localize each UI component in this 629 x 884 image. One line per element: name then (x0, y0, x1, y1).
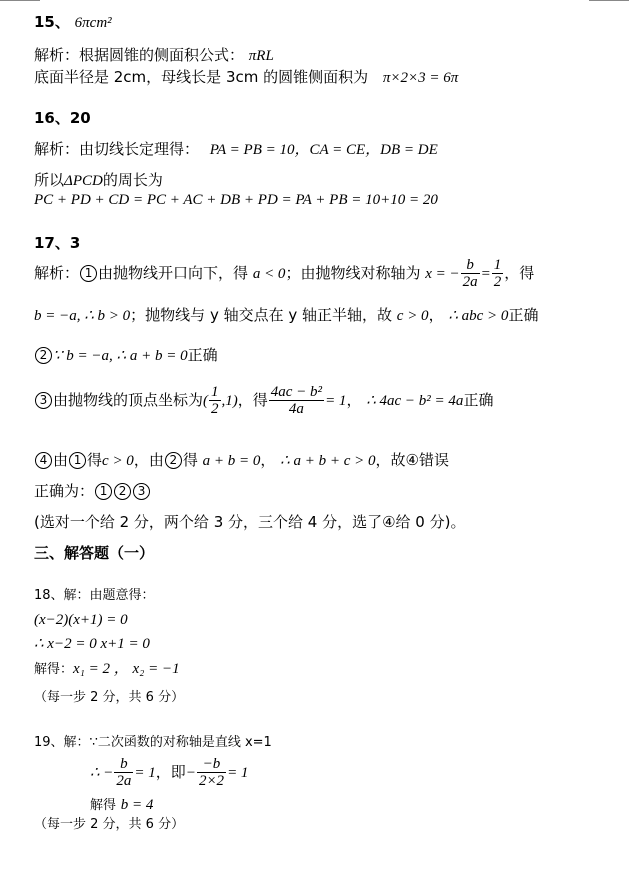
q17-line5 (34, 450, 449, 471)
q17-l4-vden: 2 (211, 401, 219, 417)
q16-eq1: PA = PB = 10，CA = CE，DB = DE (209, 142, 438, 158)
q19-frac-num: b (114, 756, 133, 773)
q17-l1-text2: ；由抛物线对称轴为 (285, 264, 421, 282)
q17-l3-correct: 正确 (187, 346, 218, 364)
q15-line2 (34, 67, 458, 88)
q15-heading (34, 12, 112, 33)
q18-l3-label: 解得： (34, 662, 74, 677)
q18-scoring: （每一步 2 分，共 6 分） (34, 690, 185, 705)
q19-scoring: （每一步 2 分，共 6 分） (34, 817, 185, 832)
q15-line2-formula: π×2×3 = 6π (382, 70, 459, 86)
q17-line3 (34, 345, 218, 366)
q17-half-num: 1 (493, 257, 502, 273)
q16-eq2: PC + PD + CD = PC + AC + DB + PD = PA + PB = 10+10 = 20 (34, 192, 438, 208)
q17-l5-de: 得 (87, 451, 103, 469)
q17-l4-correct: 正确 (463, 391, 494, 409)
q17-l4-close: ,1) (221, 393, 238, 409)
q19-l1-therefore: ∴ − (90, 765, 114, 781)
q17-line4 (34, 380, 493, 421)
q19-frac-den: 2a (116, 773, 132, 789)
q19-l1-minus: − (185, 765, 196, 781)
circled-3-icon: 3 (35, 392, 52, 409)
circled-4-icon: 4 (35, 452, 52, 469)
q17-l5-de2: 得 (182, 451, 198, 469)
q17-frac-half (492, 257, 504, 290)
q16-line2 (34, 170, 163, 191)
q17-l1-label: 解析： (34, 264, 80, 282)
q19-line2 (90, 794, 153, 816)
q18-l3-roots: x₁ = 2 ， x₂ = −1 (73, 661, 180, 677)
q15-analysis (34, 45, 274, 66)
q17-l2-eq: b = −a, ∴ b > 0 (34, 308, 131, 324)
q17-heading: 17、3 (34, 234, 81, 252)
q17-l4-den: 4a (288, 401, 304, 417)
q17-l3-eq: ∵ b = −a, ∴ a + b = 0 (53, 348, 188, 364)
q19-l1-eq: = 1 (134, 765, 156, 781)
q17-l6-text: 正确为： (34, 482, 95, 500)
q17-l4-vnum: 1 (211, 384, 219, 400)
q17-half-den: 2 (493, 274, 502, 290)
q17-l5-you: 由 (53, 451, 69, 469)
q17-eq-sign: = (480, 266, 491, 282)
circled-2-ans-icon: 2 (114, 483, 131, 500)
q17-l2-correct: 正确 (508, 306, 539, 324)
q17-frac-den: 2a (462, 274, 478, 290)
q17-line2 (34, 305, 538, 326)
q17-l4-frac (269, 384, 324, 417)
circled-3-ans-icon: 3 (133, 483, 150, 500)
circled-2-icon: 2 (35, 347, 52, 364)
q17-l4-de: ，得 (237, 391, 268, 409)
q17-l2-abc: ∴ abc > 0 (448, 308, 509, 324)
q19-l1-ji: ，即 (155, 763, 186, 781)
page-corner-mark-right (589, 0, 629, 1)
q16-triangle: ΔPCD (64, 173, 103, 189)
q17-l1-tail: ，得 (504, 264, 535, 282)
q17-l1-axis: x = − (425, 266, 460, 282)
q17-l4-text: 由抛物线的顶点坐标为 (53, 391, 204, 409)
q19-line1 (90, 752, 248, 793)
q17-line1 (34, 253, 534, 294)
q17-l2-c: c > 0 (396, 308, 429, 324)
q16-heading: 16、20 (34, 109, 91, 127)
circled-1-icon: 1 (80, 265, 97, 282)
q18-line3 (34, 658, 180, 680)
q17-l5-ab: a + b = 0 (202, 453, 261, 469)
q17-l4-comma: ， (346, 391, 362, 409)
q17-l2-text: ；抛物线与 y 轴交点在 y 轴正半轴，故 (130, 306, 392, 324)
circled-2-ref-icon: 2 (165, 452, 182, 469)
q19-frac-negb (197, 756, 226, 789)
circled-1-ans-icon: 1 (95, 483, 112, 500)
q19-l2-label: 解得 (90, 798, 117, 813)
q17-l4-result: ∴ 4ac − b² = 4a (366, 393, 464, 409)
q17-l4-eq: = 1 (325, 393, 347, 409)
q17-l5-comma: ， (260, 451, 276, 469)
q16-line2-tail: 的周长为 (102, 171, 163, 189)
q17-frac-b-2a (461, 257, 480, 290)
q18-line1: (x−2)(x+1) = 0 (34, 612, 128, 628)
q15-number: 15、 (34, 13, 70, 31)
q16-line2-text: 所以 (34, 171, 65, 189)
q19-l1-eq2: = 1 (227, 765, 249, 781)
q17-l2-comma: ， (428, 306, 444, 324)
q15-analysis-label: 解析：根据圆锥的侧面积公式： (34, 46, 245, 64)
q18-heading: 18、解：由题意得： (34, 588, 155, 603)
q17-l5-wrong: ，故④错误 (375, 451, 449, 469)
q19-l2-result: b = 4 (120, 797, 154, 813)
section-3-heading: 三、解答题（一） (34, 544, 155, 562)
q17-l1-ineq: a < 0 (252, 266, 286, 282)
q15-formula: πRL (248, 48, 274, 64)
q16-analysis-label: 解析：由切线长定理得： (34, 140, 200, 158)
q17-frac-num: b (461, 257, 480, 274)
page-corner-mark-left (0, 0, 40, 1)
q17-l5-abc: ∴ a + b + c > 0 (280, 453, 376, 469)
q19-frac2-den: 2×2 (198, 773, 225, 789)
q16-analysis (34, 139, 438, 160)
q15-answer: 6πcm² (74, 15, 112, 31)
q19-heading: 19、解：∵二次函数的对称轴是直线 x=1 (34, 735, 272, 750)
q17-l4-open: ( (203, 393, 209, 409)
q15-line2-text: 底面半径是 2cm，母线长是 3cm 的圆锥侧面积为 (34, 68, 369, 86)
q17-l5-you2: ，由 (133, 451, 164, 469)
q19-frac-b-2a (114, 756, 133, 789)
circled-1-ref-icon: 1 (69, 452, 86, 469)
q18-line2: ∴ x−2 = 0 x+1 = 0 (34, 636, 150, 652)
q17-l5-c: c > 0 (102, 453, 134, 469)
q17-l4-vertex-frac (209, 384, 221, 417)
q17-scoring: (选对一个给 2 分，两个给 3 分，三个给 4 分，选了④给 0 分)。 (34, 513, 466, 531)
q19-frac2-num: −b (197, 756, 226, 773)
q17-l4-num: 4ac − b² (270, 384, 323, 400)
q17-line6 (34, 481, 151, 501)
q17-l1-text1: 由抛物线开口向下，得 (98, 264, 249, 282)
